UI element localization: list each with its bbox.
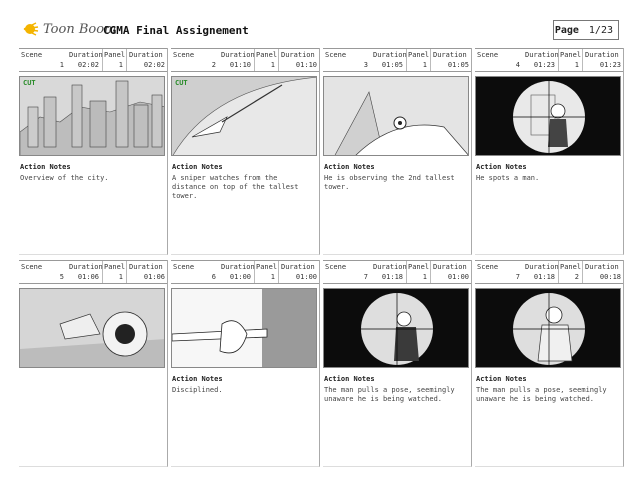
scene-duration-cell [523,49,559,71]
sketch-drawing [476,289,621,368]
scene-number: 7 [515,273,520,281]
panel-number: 2 [574,273,579,281]
duration-label: Duration [373,263,407,271]
panel-label: Panel [560,51,582,59]
duration-label: Duration [221,51,255,59]
storyboard-panel[interactable] [323,48,472,255]
action-notes-title: Action Notes [476,375,527,383]
duration-label: Duration [129,51,163,59]
panel-image[interactable] [323,288,469,368]
panel-duration-cell [582,261,624,283]
panel-meta-row [19,260,167,284]
scene-duration: 01:23 [533,61,555,69]
page-indicator [553,20,619,40]
duration-label: Duration [69,263,103,271]
scene-number: 4 [515,61,520,69]
sketch-drawing [20,289,165,368]
scene-cell [475,261,523,283]
action-notes-title: Action Notes [324,375,375,383]
panel-duration-cell [430,49,472,71]
duration-label: Duration [281,263,315,271]
panel-duration: 02:02 [143,61,165,69]
scene-label: Scene [173,51,195,59]
panel-duration-cell [126,49,168,71]
storyboard-panel[interactable] [475,48,624,255]
panel-cell [406,261,430,283]
panel-duration: 01:00 [295,273,317,281]
panel-cell [254,261,278,283]
panel-number: 1 [574,61,579,69]
scene-label: Scene [325,263,347,271]
panel-number: 1 [422,61,427,69]
duration-label: Duration [585,263,619,271]
scene-cell [475,49,523,71]
panel-duration: 01:06 [143,273,165,281]
panel-number: 1 [118,61,123,69]
panel-duration-cell [278,261,320,283]
panel-cell [406,49,430,71]
sketch-drawing [324,77,469,156]
panel-duration: 01:10 [295,61,317,69]
scene-duration-cell [219,49,255,71]
scene-label: Scene [477,51,499,59]
panel-number: 1 [118,273,123,281]
duration-label: Duration [433,263,467,271]
document-title: CGMA Final Assignement [103,24,249,37]
panel-image[interactable] [171,288,317,368]
storyboard-panel[interactable] [19,48,168,255]
duration-label: Duration [373,51,407,59]
duration-label: Duration [129,263,163,271]
panel-duration: 01:23 [599,61,621,69]
scene-duration-cell [219,261,255,283]
scene-duration-cell [67,261,103,283]
duration-label: Duration [525,51,559,59]
panel-duration-cell [430,261,472,283]
storyboard-panel[interactable] [171,260,320,467]
duration-label: Duration [433,51,467,59]
scene-duration-cell [67,49,103,71]
scene-cell [171,261,219,283]
sun-icon [22,20,40,38]
scene-duration-cell [371,49,407,71]
panel-label: Panel [256,51,278,59]
action-notes-title: Action Notes [172,163,223,171]
scene-label: Scene [477,263,499,271]
action-notes-text: Overview of the city. [20,174,109,182]
panel-duration-cell [582,49,624,71]
page-label: Page [554,24,579,36]
storyboard-panel[interactable] [323,260,472,467]
panel-image[interactable] [475,288,621,368]
action-notes-title: Action Notes [20,163,71,171]
panel-cell [102,261,126,283]
sketch-drawing [20,77,165,156]
panel-label: Panel [560,263,582,271]
panel-duration-cell [278,49,320,71]
scene-duration: 01:06 [77,273,99,281]
scene-cell [323,261,371,283]
scene-number: 6 [211,273,216,281]
action-notes-title: Action Notes [476,163,527,171]
storyboard-panel[interactable] [171,48,320,255]
panel-number: 1 [270,273,275,281]
duration-label: Duration [221,263,255,271]
scene-duration: 01:00 [229,273,251,281]
panel-duration-cell [126,261,168,283]
scene-label: Scene [325,51,347,59]
scene-number: 7 [363,273,368,281]
duration-label: Duration [281,51,315,59]
scene-label: Scene [21,263,43,271]
panel-cell [254,49,278,71]
scene-duration: 01:10 [229,61,251,69]
scene-cell [171,49,219,71]
panel-label: Panel [104,51,126,59]
panel-number: 1 [422,273,427,281]
panel-meta-row [475,48,623,72]
panel-cell [558,261,582,283]
panel-image[interactable] [19,76,165,156]
action-notes-text: He is observing the 2nd tallest tower. [324,174,455,191]
action-notes-title: Action Notes [172,375,223,383]
panel-cell [102,49,126,71]
sketch-drawing [172,289,317,368]
panel-meta-row [171,260,319,284]
scene-cell [19,261,67,283]
scene-cell [323,49,371,71]
panel-duration: 01:00 [447,273,469,281]
panel-meta-row [323,48,471,72]
storyboard-panel[interactable] [19,260,168,467]
scene-duration-cell [371,261,407,283]
action-notes-title: Action Notes [324,163,375,171]
scene-label: Scene [173,263,195,271]
sketch-drawing [476,77,621,156]
scene-duration: 01:18 [533,273,555,281]
panel-image[interactable] [475,76,621,156]
scene-cell [19,49,67,71]
panel-number: 1 [270,61,275,69]
panel-label: Panel [104,263,126,271]
duration-label: Duration [525,263,559,271]
panel-duration: 01:05 [447,61,469,69]
cut-marker: CUT [23,79,36,87]
action-notes-text: The man pulls a pose, seemingly unaware he is being watched. [324,386,455,403]
duration-label: Duration [69,51,103,59]
storyboard-panel[interactable] [475,260,624,467]
page-header [0,0,640,46]
sketch-drawing [324,289,469,368]
scene-label: Scene [21,51,43,59]
scene-number: 5 [59,273,64,281]
action-notes-text: Disciplined. [172,386,223,394]
panel-label: Panel [256,263,278,271]
panel-meta-row [19,48,167,72]
panel-cell [558,49,582,71]
panel-image[interactable] [171,76,317,156]
scene-duration: 01:18 [381,273,403,281]
scene-number: 3 [363,61,368,69]
scene-number: 1 [59,61,64,69]
scene-duration: 01:05 [381,61,403,69]
scene-duration-cell [523,261,559,283]
action-notes-text: A sniper watches from the distance on top of the tallest tower. [172,174,299,200]
panel-meta-row [475,260,623,284]
panel-image[interactable] [323,76,469,156]
scene-number: 2 [211,61,216,69]
page-number: 1/23 [588,24,613,36]
panel-label: Panel [408,51,430,59]
panel-meta-row [171,48,319,72]
logo-text: Toon Boom [43,21,117,37]
panel-meta-row [323,260,471,284]
action-notes-text: The man pulls a pose, seemingly unaware he is being watched. [476,386,607,403]
action-notes-text: He spots a man. [476,174,540,182]
panel-image[interactable] [19,288,165,368]
cut-marker: CUT [175,79,188,87]
scene-duration: 02:02 [77,61,99,69]
panel-label: Panel [408,263,430,271]
duration-label: Duration [585,51,619,59]
panel-duration: 00:18 [599,273,621,281]
sketch-drawing [172,77,317,156]
